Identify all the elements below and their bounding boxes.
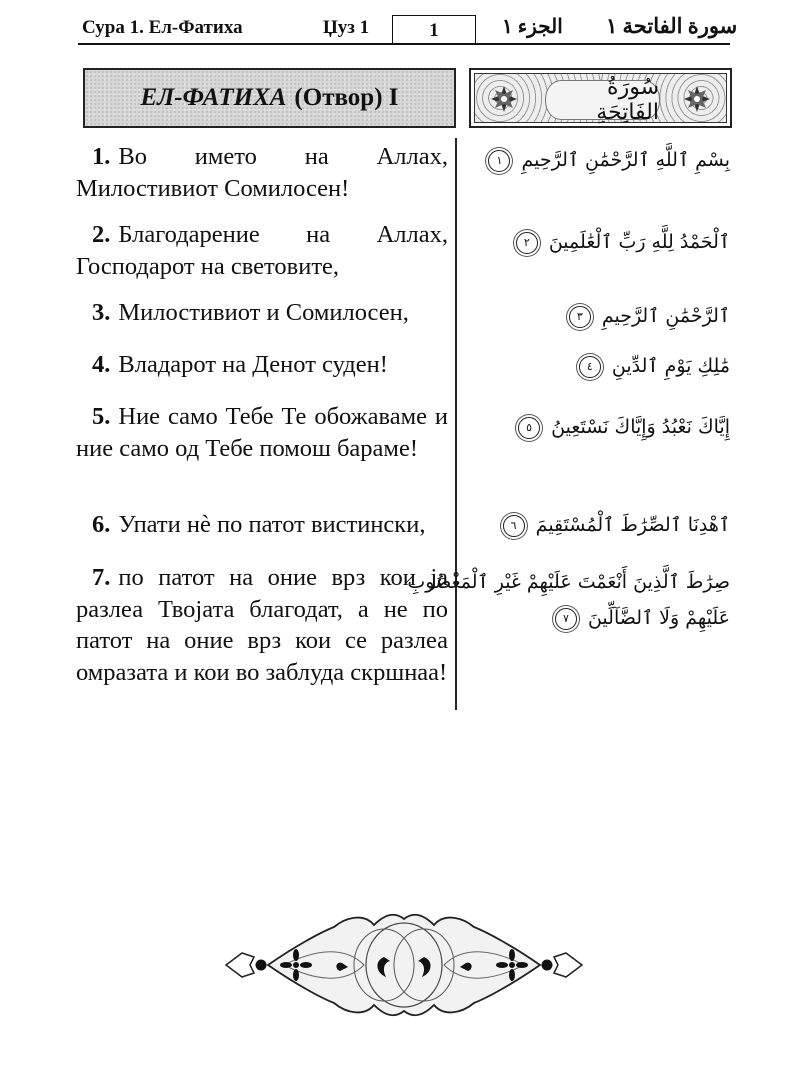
arabic-verse-5: [518, 409, 730, 445]
verse-text: Владарот на Денот суден!: [118, 351, 388, 378]
header-sura-label: Сура 1. Ел-Фатиха: [82, 17, 243, 38]
verse-5: [76, 401, 448, 464]
ayah-number-icon: ١: [488, 150, 510, 172]
floral-arabesque-ornament-icon: [224, 905, 584, 1025]
arabic-verse-4: [579, 348, 730, 384]
arabic-verse-3: [569, 298, 730, 334]
arabic-verse-2: [516, 224, 730, 260]
surah-title-subtitle: (Отвор) I: [294, 84, 399, 111]
header-sura-arabic: سورة الفاتحة ١: [606, 14, 738, 38]
verse-text: Милостивиот и Сомилосен,: [118, 299, 409, 326]
ayah-number-icon: ٤: [579, 356, 601, 378]
header-rule: [78, 43, 730, 45]
header-juz-arabic: الجزء ١: [502, 16, 563, 38]
arabic-verse-text: صِرَٰطَ ٱلَّذِينَ أَنْعَمْتَ عَلَيْهِمْ غَيْرِ ٱلْمَغْضُوبِ: [407, 571, 730, 593]
ayah-number-icon: ٣: [569, 306, 591, 328]
ayah-number-icon: ٧: [555, 608, 577, 630]
arabic-verse-text: بِسْمِ ٱللَّهِ ٱلرَّحْمَٰنِ ٱلرَّحِيمِ: [521, 149, 730, 171]
arabic-verse-text: إِيَّاكَ نَعْبُدُ وَإِيَّاكَ نَسْتَعِينُ: [551, 416, 730, 438]
verse-number: 2.: [92, 221, 111, 248]
arabic-verse-text: ٱهْدِنَا ٱلصِّرَٰطَ ٱلْمُسْتَقِيمَ: [535, 514, 730, 536]
verse-number: 4.: [92, 351, 111, 378]
verse-text: по патот на оние врз кои ја разлеа Твојата благодат, а не по патот на оние врз кои се разлеа омразата и кои во заблуда скршнаа!: [76, 564, 448, 686]
arabic-verse-7-line-2: [555, 600, 730, 636]
arabic-verse-7-line-1: [407, 564, 730, 600]
banner-arabic-title: سُورَةُ الفَاتِحَةِ: [545, 80, 660, 120]
ayah-number-icon: ٦: [503, 515, 525, 537]
star-ornament-icon: [684, 86, 710, 112]
verse-number: 1.: [92, 143, 111, 170]
arabic-verse-1: [488, 142, 730, 178]
verse-number: 3.: [92, 299, 111, 326]
arabic-verse-6: [503, 507, 730, 543]
verse-1: [76, 141, 448, 204]
surah-title-name: ЕЛ-ФАТИХА: [140, 84, 287, 111]
arabic-verse-text: عَلَيْهِمْ وَلَا ٱلضَّآلِّينَ: [587, 607, 730, 629]
verse-7: [76, 562, 448, 688]
arabic-surah-banner: [469, 68, 732, 128]
verse-text: Упати нѐ по патот вистински,: [118, 511, 426, 538]
page-number-box: 1: [392, 15, 476, 43]
verse-text: Благодарение на Аллах, Господарот на световите,: [76, 221, 448, 280]
verse-3: [76, 297, 448, 329]
verse-number: 5.: [92, 403, 111, 430]
verse-2: [76, 219, 448, 282]
surah-title-box: [83, 68, 456, 128]
verse-6: [76, 509, 448, 541]
column-divider: [455, 138, 457, 710]
star-ornament-icon: [491, 86, 517, 112]
ayah-number-icon: ٢: [516, 232, 538, 254]
verse-number: 6.: [92, 511, 111, 538]
ayah-number-icon: ٥: [518, 417, 540, 439]
verse-text: Во името на Аллах, Милостивиот Сомилосен!: [76, 143, 448, 202]
arabic-verse-text: مَٰلِكِ يَوْمِ ٱلدِّينِ: [611, 355, 730, 377]
header-juz-label: Џуз 1: [323, 17, 370, 38]
arabic-verse-text: ٱلرَّحْمَٰنِ ٱلرَّحِيمِ: [601, 305, 730, 327]
verse-number: 7.: [92, 564, 111, 591]
banner-arabesque-frame: [474, 73, 727, 123]
arabic-verse-text: ٱلْحَمْدُ لِلَّهِ رَبِّ ٱلْعَٰلَمِينَ: [548, 231, 730, 253]
verse-text: Ние само Тебе Те обожаваме и ние само од Тебе помош бараме!: [76, 403, 448, 462]
verse-4: [76, 349, 448, 381]
